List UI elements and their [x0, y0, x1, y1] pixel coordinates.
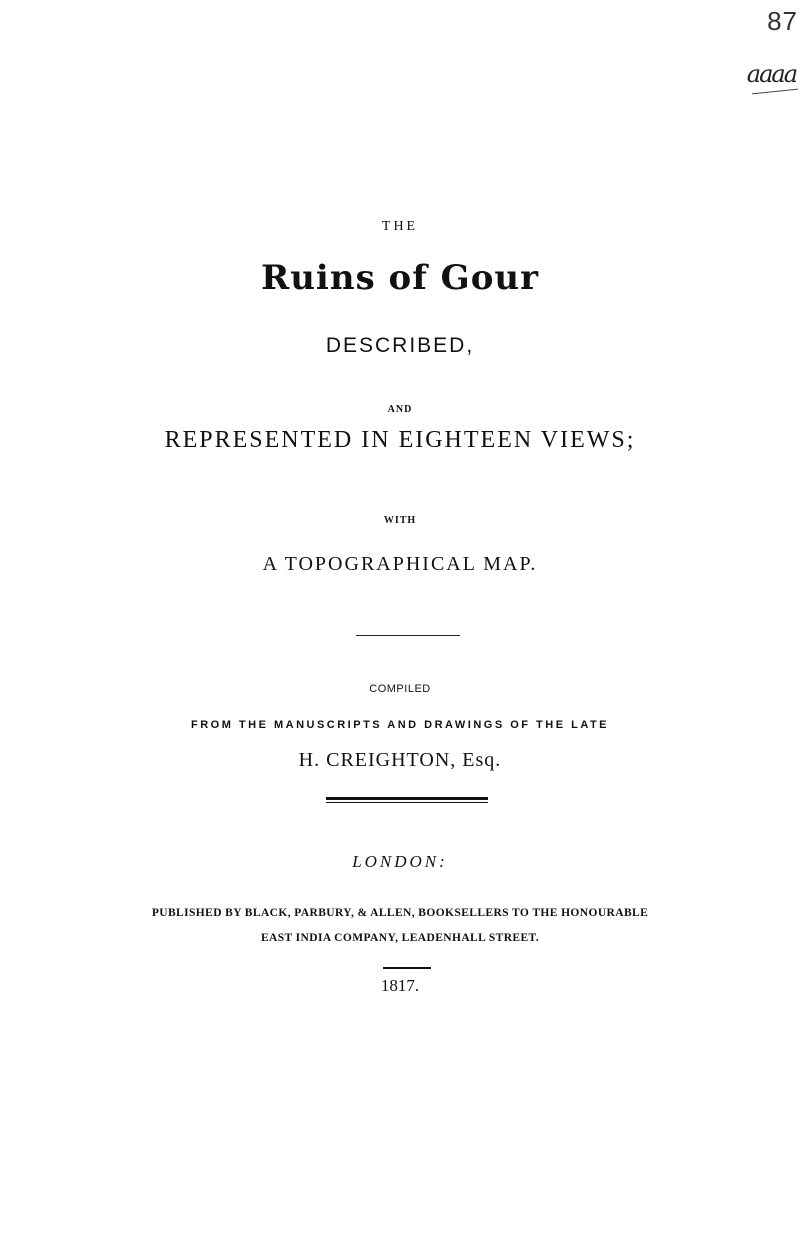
thin-divider-rule	[326, 802, 488, 803]
thick-divider-rule	[326, 797, 488, 800]
publication-year: 1817.	[380, 976, 420, 995]
source-line: FROM THE MANUSCRIPTS AND DRAWINGS OF THE LATE	[190, 719, 610, 731]
imprint-city: LONDON:	[352, 852, 448, 871]
author-line: H. CREIGHTON, Esq.	[298, 749, 502, 771]
and-line: AND	[387, 404, 413, 415]
year-rule	[383, 967, 431, 969]
publisher-line-1: PUBLISHED BY BLACK, PARBURY, & ALLEN, BOOKSELLERS TO THE HONOURABLE	[151, 907, 649, 919]
with-line: WITH	[383, 515, 417, 526]
divider-rule	[356, 635, 460, 636]
described-line: DESCRIBED,	[325, 334, 475, 357]
publisher-line-2: EAST INDIA COMPANY, LEADENHALL STREET.	[260, 932, 540, 944]
handwritten-shelfmark: aaaa	[746, 60, 796, 88]
main-title: Ruins of Gour	[260, 258, 540, 298]
page-number: 87	[767, 6, 798, 36]
title-article: THE	[381, 219, 419, 234]
represented-line: REPRESENTED IN EIGHTEEN VIEWS;	[164, 427, 636, 453]
map-line: A TOPOGRAPHICAL MAP.	[262, 553, 538, 575]
compiled-line: COMPILED	[369, 683, 431, 695]
shelfmark-underline	[752, 89, 798, 95]
